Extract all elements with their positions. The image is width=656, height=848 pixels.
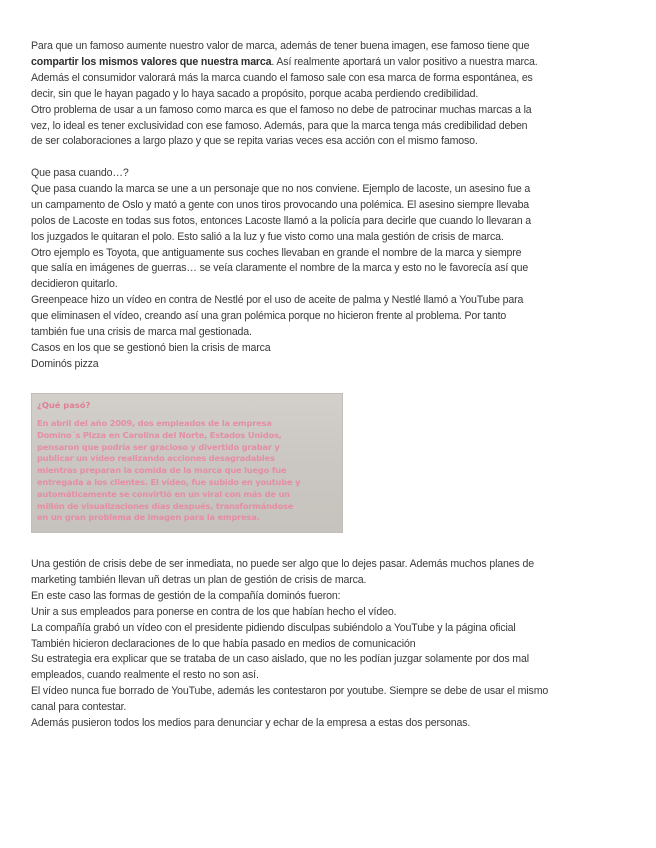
bold-phrase: compartir los mismos valores que nuestra marca [31, 55, 272, 68]
paragraph-line: decir, sin que le hayan pagado y lo haya sacado a propósito, porque acaba perdiendo credibilidad. [31, 87, 479, 100]
figure-line: En abril del año 2009, dos empleados de la empresa [37, 418, 272, 428]
figure-line: mientras preparan la comida de la marca que luego fue [37, 465, 287, 476]
paragraph-line: Dominós pizza [31, 357, 99, 370]
paragraph-line: Otro ejemplo es Toyota, que antiguamente sus coches llevaban en grande el nombre de la marca y siempre [31, 246, 522, 259]
paragraph-line: Otro problema de usar a un famoso como marca es que el famoso no debe de patrocinar muchas marcas a la [31, 103, 532, 116]
paragraph-line: Una gestión de crisis debe de ser inmediata, no puede ser algo que lo dejes pasar. Además muchos planes de [31, 558, 534, 570]
paragraph-line: Unir a sus empleados para ponerse en contra de los que habían hecho el vídeo. [31, 605, 397, 618]
paragraph-line: El vídeo nunca fue borrado de YouTube, además les contestaron por youtube. Siempre se debe de usar el mismo [31, 685, 549, 698]
paragraph-line: vez, lo ideal es tener exclusividad con ese famoso. Además, para que la marca tenga más credibilidad deben [31, 119, 528, 132]
paragraph-line: polos de Lacoste en todas sus fotos, entonces Lacoste llamó a la policía para decirle que cuando lo llevaran a [31, 214, 531, 227]
figure-line: millón de visualizaciones días después, transformándose [37, 500, 294, 511]
paragraph-line [31, 55, 631, 71]
paragraph-line: que salía en imágenes de guerras… se veía claramente el nombre de la marca y esto no le favorecía así que [31, 262, 529, 275]
paragraph-line: Para que un famoso aumente nuestro valor de marca, además de tener buena imagen, ese famoso tiene que [31, 40, 530, 52]
paragraph-line: también fue una crisis de marca mal gestionada. [31, 326, 252, 339]
paragraph-line: los juzgados le quitaran el polo. Esto salió a la luz y fue visto como una mala gestión de crisis de marca. [31, 230, 504, 243]
figure-body [37, 418, 341, 524]
figure-line: en un gran problema de imagen para la empresa. [37, 512, 260, 523]
paragraph-line: Que pasa cuando la marca se une a un personaje que no nos conviene. Ejemplo de lacoste, un asesino fue a [31, 182, 531, 195]
paragraph-line: También hicieron declaraciones de lo que había pasado en medios de comunicación [31, 637, 416, 650]
crisis-examples [31, 166, 631, 373]
dominos-case-image [31, 393, 343, 533]
paragraph-line: marketing también llevan uñ detras un plan de gestión de crisis de marca. [31, 573, 367, 586]
paragraph-line: En este caso las formas de gestión de la compañía dominós fueron: [31, 589, 341, 602]
paragraph-line: Además pusieron todos los medios para denunciar y echar de la empresa a estas dos personas. [31, 717, 471, 730]
paragraph-line: un campamento de Oslo y mató a gente con unos tiros provocando una polémica. El asesino siempre llevaba [31, 198, 530, 211]
figure-line: entregada a los clientes. El vídeo, fue subido en youtube y [37, 476, 301, 487]
paragraph-line: Su estrategia era explicar que se trataba de un caso aislado, que no les podían juzgar solamente por dos mal [31, 653, 529, 666]
paragraph-line: que eliminasen el vídeo, creando así una gran polémica porque no hicieron frente al problema. Por tanto [31, 310, 507, 323]
paragraph-line-rest: . Así realmente aportará un valor positivo a nuestra marca. [271, 55, 538, 68]
crisis-management-paragraphs [31, 557, 631, 732]
paragraph-line: empleados, cuando realmente el resto no son así. [31, 669, 259, 682]
figure-line: pensaron que podría ser gracioso y divertido grabar y [37, 441, 280, 452]
paragraph-line: decidieron quitarlo. [31, 278, 118, 291]
paragraph-line: Casos en los que se gestionó bien la crisis de marca [31, 341, 271, 354]
section-question: Que pasa cuando…? [31, 167, 129, 179]
figure-title: ¿Qué pasó? [37, 400, 91, 410]
paragraph-line: canal para contestar. [31, 701, 127, 714]
paragraph-line: Greenpeace hizo un vídeo en contra de Nestlé por el uso de aceite de palma y Nestlé llamó a YouTube para [31, 294, 524, 307]
intro-paragraphs [31, 39, 631, 150]
figure-line: publicar un vídeo realizando acciones desagradables [37, 453, 275, 464]
paragraph-line: Además el consumidor valorará más la marca cuando el famoso sale con esa marca de forma espontánea, es [31, 71, 533, 84]
figure-line: automáticamente se convirtió en un viral con más de un [37, 488, 290, 499]
paragraph-line: de ser colaboraciones a largo plazo y que se repita varias veces esa acción con el mismo famoso. [31, 135, 478, 148]
figure-line: Domino´s Pizza en Carolina del Norte, Estados Unidos, [37, 429, 282, 440]
paragraph-line: La compañía grabó un vídeo con el presidente pidiendo disculpas subiéndolo a YouTube y la página oficial [31, 621, 516, 634]
